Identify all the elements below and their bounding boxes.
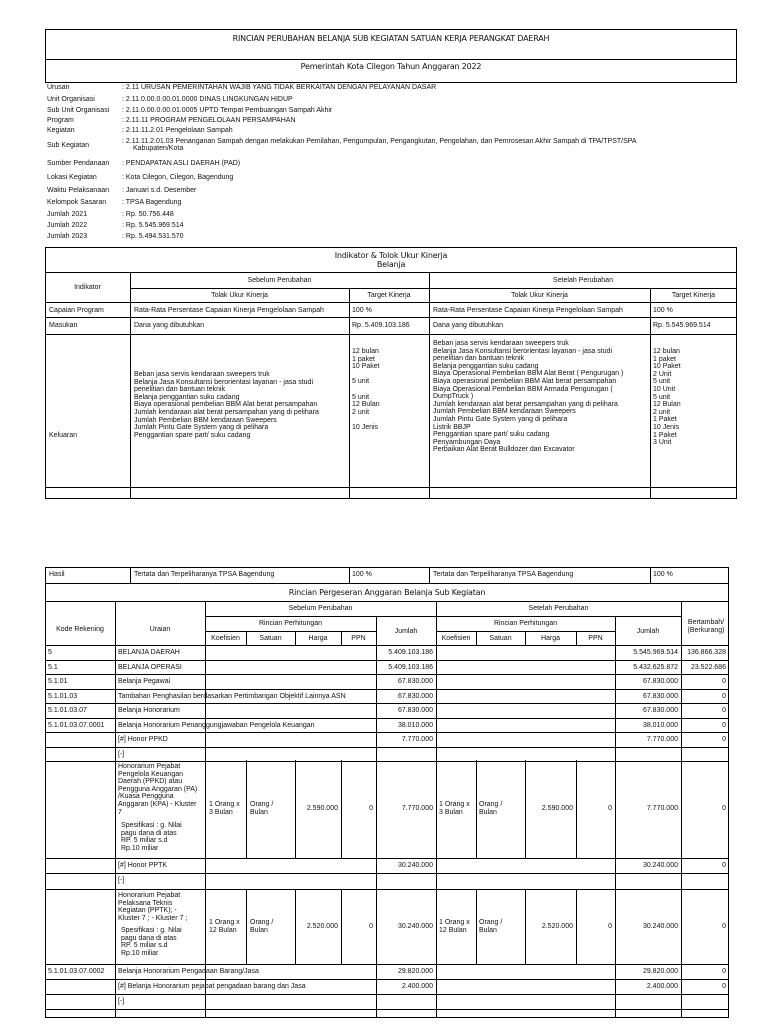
row-keluaran-after: Beban jasa servis kendaraan sweepers truk Belanja Jasa Konsultansi berorientasi layanan - jasa studi penelitian dan bantuan teknik Belanja penggantian suku cadang Biaya Operasional Pembelian BBM Alat Berat ( Pengurugan ) Biaya operasional pembelian BBM Alat berat persampahan Biaya Operasional Pembelian BBM Armada Pengurugan ( DumpTruck ) Jumlah kendaraan alat berat persampahan yang di pelihara Jumlah Pembelian BBM kendaraan Sweepers Jumlah Pintu Gate System yang di pelihara Listrik BBJP Penggantian spare part/ suku cadang Penyambungan Daya Perbaikan Alat Berat Bulldozer dan Excavator xyxy=(433,340,624,454)
info-label: Sumber Pendanaan xyxy=(47,160,110,167)
cell-kode: 5.1 xyxy=(48,663,58,671)
h-setelah: Setelah Perubahan xyxy=(528,605,589,612)
cell-divider xyxy=(246,889,247,964)
info-label: Kegiatan xyxy=(47,127,75,134)
cell-jumlah-after: 7.770.000 xyxy=(646,805,678,812)
row-capaian-after: Rata-Rata Persentase Capaian Kinerja Pengelolaan Sampah xyxy=(433,307,623,314)
cell-divider xyxy=(476,760,477,858)
cell-uraian: [#] Belanja Honorarium pejabat pengadaan barang dan Jasa xyxy=(118,983,306,990)
cell-bertambah: 0 xyxy=(722,983,726,990)
cell-divider xyxy=(341,889,342,964)
cell-satuan-before: Orang / Bulan xyxy=(250,801,274,816)
cell-jumlah-before: 2.400.000 xyxy=(401,983,433,990)
cell-bertambah: 0 xyxy=(722,968,726,975)
cell-satuan-after: Orang / Bulan xyxy=(479,801,503,816)
cell-detail-spek: Spesifikasi : g. Nilai pagu dana di atas RP. 5 miliar s.d Rp.10 miliar xyxy=(121,927,182,957)
row-divider xyxy=(45,718,729,719)
cell-koef-after: 1 Orang x 12 Bulan xyxy=(439,919,470,934)
cell-koef-before: 1 Orang x 12 Bulan xyxy=(209,919,240,934)
cell-divider xyxy=(525,889,526,964)
hasil-before-target: 100 % xyxy=(352,571,372,578)
info-value: : 2.11.11.2.01.03 Penanganan Sampah dengan melakukan Pemilahan, Pengumpulan, Pengangkutan, Pengolahan, dan Pemrosesan Akhir Sampah di TPA/TPST/SPA xyxy=(122,138,637,145)
row-divider xyxy=(45,873,729,874)
cell-kode: 5.1.01.03 xyxy=(48,692,78,700)
h-koef-after: Koefisien xyxy=(441,635,471,642)
cell-uraian: Belanja Honorarium Pengadaan Barang/Jasa xyxy=(118,968,259,975)
title-divider xyxy=(45,59,737,60)
info-label: Unit Organisasi xyxy=(47,96,95,103)
info-label: Urusan xyxy=(47,84,70,91)
info-label: Kelompok Sasaran xyxy=(47,199,107,206)
row-masukan-before: Dana yang dibutuhkan xyxy=(134,322,205,329)
info-value: : 2.11 URUSAN PEMERINTAHAN WAJIB YANG TIDAK BERKAITAN DENGAN PELAYANAN DASAR xyxy=(122,84,437,91)
cell-uraian: [#] Honor PPKD xyxy=(118,736,168,743)
row-divider xyxy=(45,858,729,859)
cell-ppn-before: 0 xyxy=(369,805,373,812)
cell-uraian: Tambahan Penghasilan berdasarkan Pertimbangan Objektif Lainnya ASN xyxy=(118,692,346,700)
cell-jumlah-before: 5.409.103.186 xyxy=(388,649,433,656)
cell-jumlah-before: 5.409.103.186 xyxy=(388,663,433,671)
cell-koef-after: 1 Orang x 3 Bulan xyxy=(439,801,470,816)
info-value: : 2.11.11.2.01 Pengelolaan Sampah xyxy=(122,127,233,134)
cell-kode: 5.1.01.03.07.0001 xyxy=(48,721,105,729)
cell-divider xyxy=(576,889,577,964)
hasil-before: Tertata dan Terpeliharanya TPSA Bagendung xyxy=(134,571,275,578)
cell-uraian: [-] xyxy=(118,750,125,758)
indikator-subtitle: Belanja xyxy=(376,260,406,269)
row-divider xyxy=(45,1009,729,1010)
cell-jumlah-before: 7.770.000 xyxy=(401,736,433,743)
cell-jumlah-after: 30.240.000 xyxy=(642,862,678,869)
cell-divider xyxy=(295,760,296,858)
info-value: : 2.11.0.00.0.00.01.0005 UPTD Tempat Pembuangan Sampah Akhir xyxy=(122,107,333,114)
cell-uraian: BELANJA DAERAH xyxy=(118,649,180,656)
cell-divider xyxy=(246,760,247,858)
h-sebelum: Sebelum Perubahan xyxy=(288,605,353,612)
cell-jumlah-before: 67.830.000 xyxy=(397,692,433,700)
info-value: : Januari s.d. Desember xyxy=(122,187,197,194)
cell-jumlah-after: 2.400.000 xyxy=(646,983,678,990)
info-value: : Rp. 5.494.531.570 xyxy=(122,233,184,240)
info-label: Sub Kegiatan xyxy=(47,142,90,149)
h-ppn-before: PPN xyxy=(351,635,366,642)
row-keluaran-before: Beban jasa servis kendaraan sweepers truk Belanja Jasa Konsultansi berorientasi layanan - jasa studi penelitian dan bantuan teknik Belanja penggantian suku cadang Biaya operasional pembelian BBM Alat berat persampahan Jumlah kendaraan alat berat persampahan yang di pelihara Jumlah Pembelian BBM kendaraan Sweepers Jumlah Pintu Gate System yang di pelihara Penggantian spare part/ suku cadang xyxy=(134,371,319,439)
cell-divider xyxy=(525,760,526,858)
info-label: Jumlah 2021 xyxy=(47,211,88,218)
cell-ppn-after: 0 xyxy=(608,805,612,812)
cell-ppn-before: 0 xyxy=(369,923,373,930)
cell-jumlah-after: 38.010.000 xyxy=(642,721,678,729)
info-label: Jumlah 2023 xyxy=(47,233,88,240)
cell-jumlah-after: 7.770.000 xyxy=(646,736,678,743)
cell-uraian: Belanja Honorarium Penanggungjawaban Pengelola Keuangan xyxy=(118,721,315,729)
row-capaian-before-target: 100 % xyxy=(352,307,372,314)
col-tolok-after: Tolak Ukur Kinerja xyxy=(511,292,568,299)
cell-bertambah: 0 xyxy=(722,923,726,930)
hasil-after-target: 100 % xyxy=(653,571,673,578)
info-label: Program xyxy=(47,117,74,124)
doc-title: RINCIAN PERUBAHAN BELANJA SUB KEGIATAN SATUAN KERJA PERANGKAT DAERAH xyxy=(232,34,550,43)
cell-kode: 5.1.01 xyxy=(48,678,68,685)
row-divider xyxy=(45,964,729,965)
cell-jumlah-after: 29.820.000 xyxy=(642,968,678,975)
row-divider xyxy=(45,674,729,675)
cell-bertambah: 0 xyxy=(722,862,726,869)
cell-bertambah: 0 xyxy=(722,692,726,700)
info-value: : 2.11.0.00.0.00.01.0000 DINAS LINGKUNGAN HIDUP xyxy=(122,96,293,103)
h-ppn-after: PPN xyxy=(588,635,603,642)
row-capaian-after-target: 100 % xyxy=(653,307,673,314)
cell-divider xyxy=(341,760,342,858)
row-masukan-after: Dana yang dibutuhkan xyxy=(433,322,504,329)
cell-uraian: Belanja Pegawai xyxy=(118,678,171,685)
h-satuan-after: Satuan xyxy=(489,635,512,642)
cell-bertambah: 0 xyxy=(722,721,726,729)
cell-uraian: BELANJA OPERASI xyxy=(118,663,182,671)
h-harga-before: Harga xyxy=(308,635,328,642)
cell-jumlah-after: 5.432.625.872 xyxy=(633,663,678,671)
doc-subtitle: Pemerintah Kota Cilegon Tahun Anggaran 2022 xyxy=(300,62,482,71)
info-value: : Rp. 50.756.448 xyxy=(122,211,174,218)
h-jumlah-after: Jumlah xyxy=(636,628,660,635)
cell-jumlah-before: 67.830.000 xyxy=(397,707,433,714)
row-capaian-before: Rata-Rata Persentase Capaian Kinerja Pengelolaan Sampah xyxy=(134,307,324,314)
cell-bertambah: 0 xyxy=(722,805,726,812)
row-divider xyxy=(45,703,729,704)
cell-bertambah: 0 xyxy=(722,678,726,685)
cell-bertambah: 136.866.328 xyxy=(687,649,726,656)
info-value: : Kota Cilegon, Cilegon, Bagendung xyxy=(122,174,234,181)
row-divider xyxy=(45,732,729,733)
cell-jumlah-before: 29.820.000 xyxy=(397,968,433,975)
cell-bertambah: 23.522.686 xyxy=(690,663,726,671)
cell-bertambah: 0 xyxy=(722,707,726,714)
cell-ppn-after: 0 xyxy=(608,923,612,930)
h-uraian: Uraian xyxy=(149,626,171,633)
hasil-after: Tertata dan Terpeliharanya TPSA Bagendung xyxy=(433,571,574,578)
row-masukan-name: Masukan xyxy=(49,322,78,329)
col-sebelum: Sebelum Perubahan xyxy=(247,277,312,284)
cell-jumlah-before: 30.240.000 xyxy=(397,862,433,869)
cell-jumlah-before: 30.240.000 xyxy=(397,923,433,930)
row-divider xyxy=(45,994,729,995)
cell-harga-after: 2.520.000 xyxy=(541,923,573,930)
h-jumlah-before: Jumlah xyxy=(394,628,418,635)
cell-divider xyxy=(476,889,477,964)
cell-divider xyxy=(295,889,296,964)
info-value: : TPSA Bagendung xyxy=(122,199,182,206)
info-label: Jumlah 2022 xyxy=(47,222,88,229)
row-divider xyxy=(45,979,729,980)
col-target-before: Target Kinerja xyxy=(367,292,411,299)
info-value: : Rp. 5.545.969.514 xyxy=(122,222,184,229)
cell-jumlah-after: 5.545.969.514 xyxy=(633,649,678,656)
row-capaian-name: Capaian Program xyxy=(49,307,104,314)
cell-harga-after: 2.590.000 xyxy=(541,805,573,812)
row-keluaran-name: Keluaran xyxy=(49,432,78,439)
cell-koef-before: 1 Orang x 3 Bulan xyxy=(209,801,240,816)
cell-satuan-before: Orang / Bulan xyxy=(250,919,274,934)
cell-uraian: Belanja Honorarium xyxy=(118,707,180,714)
cell-jumlah-after: 67.830.000 xyxy=(642,707,678,714)
cell-uraian: [-] xyxy=(118,877,125,884)
h-koef-before: Koefisien xyxy=(211,635,240,642)
hasil-name: Hasil xyxy=(49,571,65,578)
cell-jumlah-before: 67.830.000 xyxy=(397,678,433,685)
cell-kode: 5 xyxy=(48,649,52,656)
cell-kode: 5.1.01.03.07.0002 xyxy=(48,968,105,975)
info-value: : PENDAPATAN ASLI DAERAH (PAD) xyxy=(122,160,241,167)
cell-detail-uraian: Honorarium Pejabat Pelaksana Teknis Kegiatan (PPTK); - Kluster 7 ; - Kluster 7 ; xyxy=(118,892,188,922)
cell-bertambah: 0 xyxy=(722,736,726,743)
h-rincian-after: Rincian Perhitungan xyxy=(493,620,558,627)
info-value-cont: Kabupaten/Kota xyxy=(133,145,184,152)
col-target-after: Target Kinerja xyxy=(671,292,716,299)
info-label: Waktu Pelaksanaan xyxy=(47,187,109,194)
cell-jumlah-after: 67.830.000 xyxy=(642,692,678,700)
col-tolok-before: Tolak Ukur Kinerja xyxy=(211,292,268,299)
cell-satuan-after: Orang / Bulan xyxy=(479,919,503,934)
h-satuan-before: Satuan xyxy=(259,635,282,642)
cell-jumlah-after: 67.830.000 xyxy=(642,678,678,685)
h-kode: Kode Rekening xyxy=(56,626,104,633)
row-keluaran-before-targets: 12 bulan 1 paket 10 Paket 5 unit 5 unit 12 Bulan 2 unit 10 Jenis xyxy=(352,348,380,431)
row-divider xyxy=(45,660,729,661)
cell-kode: 5.1.01.03.07 xyxy=(48,707,87,714)
info-value: : 2.11.11 PROGRAM PENGELOLAAN PERSAMPAHAN xyxy=(122,117,296,124)
cell-jumlah-after: 30.240.000 xyxy=(642,923,678,930)
h-rincian-before: Rincian Perhitungan xyxy=(258,620,323,627)
info-label: Lokasi Kegiatan xyxy=(47,174,97,181)
info-label: Sub Unit Organisasi xyxy=(47,107,110,114)
cell-harga-before: 2.520.000 xyxy=(306,923,338,930)
indikator-title: Indikator & Tolok Ukur Kinerja xyxy=(334,251,448,260)
col-setelah: Setelah Perubahan xyxy=(553,277,613,284)
col-indikator: Indikator xyxy=(74,284,101,291)
row-masukan-after-target: Rp. 5.545.969.514 xyxy=(653,322,711,329)
row-masukan-before-target: Rp. 5.409.103.186 xyxy=(352,322,410,329)
cell-detail-spek: Spesifikasi : g. Nilai pagu dana di atas RP. 5 miliar s.d Rp.10 miliar xyxy=(121,822,182,852)
cell-jumlah-before: 38.010.000 xyxy=(397,721,433,729)
cell-uraian: [-] xyxy=(118,998,125,1005)
row-divider xyxy=(45,761,729,762)
cell-jumlah-before: 7.770.000 xyxy=(401,805,433,812)
rincian-title: Rincian Pergeseran Anggaran Belanja Sub Kegiatan xyxy=(288,588,486,597)
h-bertambah: Bertambah/ (Berkurang) xyxy=(687,619,725,634)
cell-divider xyxy=(576,760,577,858)
row-divider xyxy=(45,889,729,890)
row-keluaran-after-targets: 12 bulan 1 paket 10 Paket 2 Unit 5 unit 10 Unit 5 unit 12 Bulan 2 unit 1 Paket 10 Jenis 1 Paket 3 Unit xyxy=(653,348,681,447)
row-divider xyxy=(45,689,729,690)
cell-uraian: [#] Honor PPTK xyxy=(118,862,168,869)
h-harga-after: Harga xyxy=(540,635,561,642)
cell-harga-before: 2.590.000 xyxy=(306,805,338,812)
cell-detail-uraian: Honorarium Pejabat Pengelola Keuangan Daerah (PPKD) atau Pengguna Anggaran (PA) /Kuasa Pengguna Anggaran (KPA) - Kluster 7 xyxy=(118,763,198,816)
row-divider xyxy=(45,747,729,748)
